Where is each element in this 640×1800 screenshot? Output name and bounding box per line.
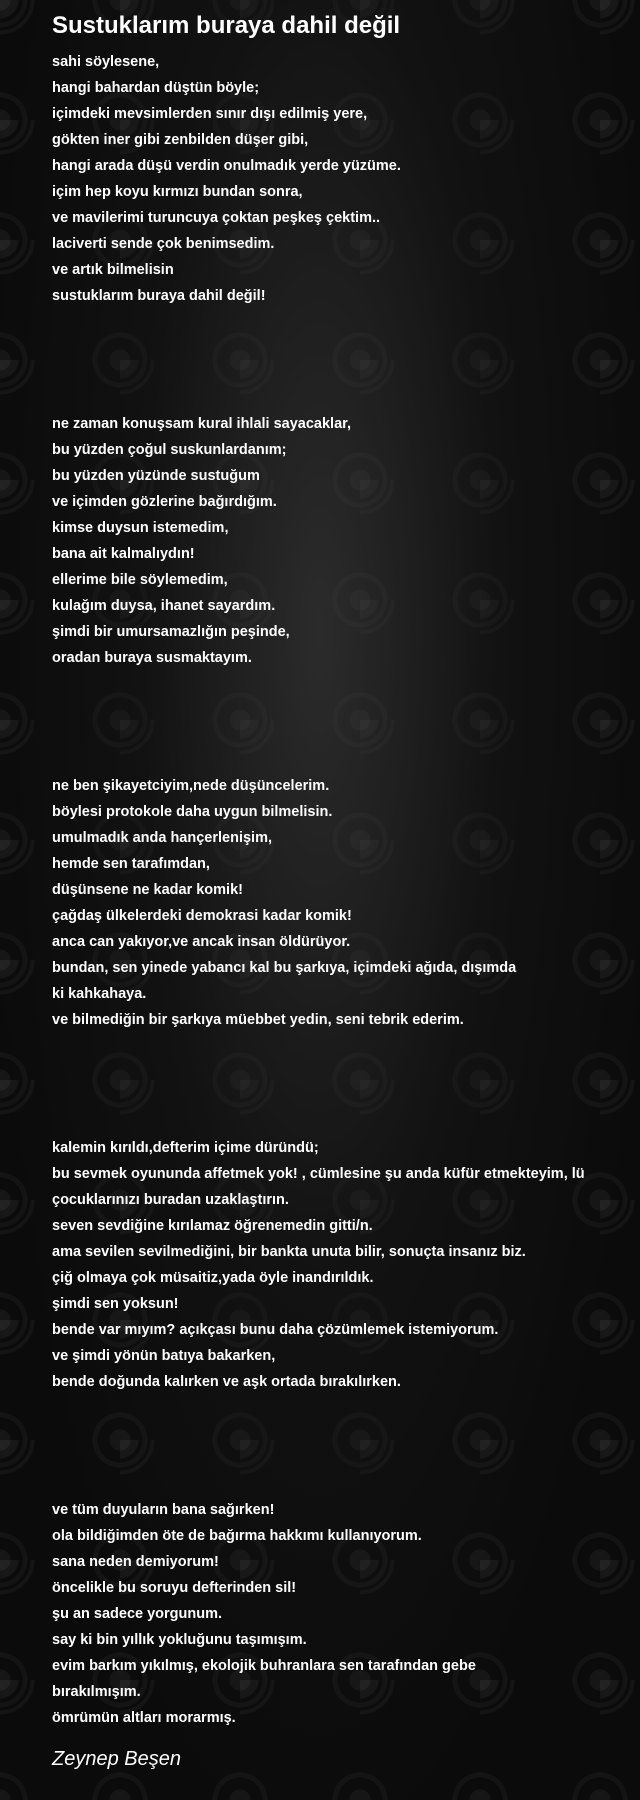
poem-line: şimdi sen yoksun! [52,1296,179,1312]
poem-line: ve şimdi yönün batıya bakarken, [52,1348,276,1364]
poem-line: ama sevilen sevilmediğini, bir bankta unuta bilir, sonuçta insanız biz. [52,1244,526,1260]
poem-line: ki kahkahaya. [52,986,147,1002]
stanza [52,49,640,309]
poem-line: umulmadık anda hançerlenişim, [52,830,272,846]
poem-line: öncelikle bu soruyu defterinden sil! [52,1580,297,1596]
poem-line: oradan buraya susmaktayım. [52,650,252,666]
stanza [52,411,640,671]
poem-line: böylesi protokole daha uygun bilmelisin. [52,804,333,820]
poem-line: bu sevmek oyununda affetmek yok! , cümlesine şu anda küfür etmekteyim, lü [52,1166,585,1182]
poem-line: gökten iner gibi zenbilden düşer gibi, [52,132,309,148]
stanza [52,1497,640,1731]
poem-author: Zeynep Beşen [52,1748,181,1770]
poem-line: anca can yakıyor,ve ancak insan öldürüyor. [52,934,351,950]
stanza [52,1135,640,1395]
poem-line: kalemin kırıldı,defterim içime düründü; [52,1140,319,1156]
poem-line: içimdeki mevsimlerden sınır dışı edilmiş yere, [52,106,368,122]
poem-line: ola bildiğimden öte de bağırma hakkımı kullanıyorum. [52,1528,422,1544]
poem-line: sahi söylesene, [52,54,160,70]
poem-line: ömrümün altları morarmış. [52,1710,236,1726]
poem-title: Sustuklarım buraya dahil değil [52,12,401,39]
poem-line: ve tüm duyuların bana sağırken! [52,1502,275,1518]
poem-line: ve artık bilmelisin [52,262,174,278]
poem-line: bu yüzden çoğul suskunlardanım; [52,442,287,458]
poem-line: kimse duysun istemedim, [52,520,229,536]
poem-line: ve bilmediğin bir şarkıya müebbet yedin, seni tebrik ederim. [52,1012,464,1028]
poem-line: bana ait kalmalıydın! [52,546,195,562]
poem-line: bende var mıyım? açıkçası bunu daha çözümlemek istemiyorum. [52,1322,499,1338]
poem-line: bırakılmışım. [52,1684,141,1700]
poem-body [52,49,640,1731]
poem-line: say ki bin yıllık yokluğunu taşımışım. [52,1632,307,1648]
poem-line: çocuklarınızı buradan uzaklaştırın. [52,1192,289,1208]
poem-line: sana neden demiyorum! [52,1554,219,1570]
poem-line: hangi bahardan düştün böyle; [52,80,260,96]
poem-line: ellerime bile söylemedim, [52,572,228,588]
poem-line: ve mavilerimi turuncuya çoktan peşkeş çektim.. [52,210,381,226]
poem-line: sustuklarım buraya dahil değil! [52,288,266,304]
poem-line: hemde sen tarafımdan, [52,856,210,872]
poem-line: ne ben şikayetciyim,nede düşüncelerim. [52,778,330,794]
poem-line: hangi arada düşü verdin onulmadık yerde yüzüme. [52,158,401,174]
poem-line: kulağım duysa, ihanet sayardım. [52,598,276,614]
poem-line: seven sevdiğine kırılamaz öğrenemedin gitti/n. [52,1218,373,1234]
poem-line: bu yüzden yüzünde sustuğum [52,468,260,484]
poem-line: evim barkım yıkılmış, ekolojik buhranlara sen tarafından gebe [52,1658,476,1674]
poem-line: düşünsene ne kadar komik! [52,882,243,898]
poem-line: çiğ olmaya çok müsaitiz,yada öyle inandırıldık. [52,1270,374,1286]
poem-line: çağdaş ülkelerdeki demokrasi kadar komik! [52,908,352,924]
stanza [52,773,640,1033]
poem-line: ne zaman konuşsam kural ihlali sayacaklar, [52,416,352,432]
poem-line: bundan, sen yinede yabancı kal bu şarkıya, içimdeki ağıda, dışımda [52,960,517,976]
poem-line: laciverti sende çok benimsedim. [52,236,275,252]
poem-line: bende doğunda kalırken ve aşk ortada bırakılırken. [52,1374,401,1390]
poem-line: ve içimden gözlerine bağırdığım. [52,494,277,510]
poem-line: içim hep koyu kırmızı bundan sonra, [52,184,303,200]
poem-line: şimdi bir umursamazlığın peşinde, [52,624,290,640]
poem-line: şu an sadece yorgunum. [52,1606,223,1622]
